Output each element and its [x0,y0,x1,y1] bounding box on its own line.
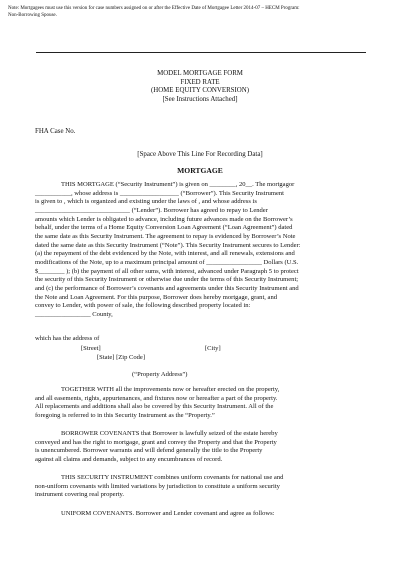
program-name: (HOME EQUITY CONVERSION) [150,87,250,95]
paragraph-together-with [35,386,368,421]
paragraph-line: behalf, under the terms of a Home Equity Conversion Loan Agreement (“Loan Agreement”) dated [35,224,293,232]
instructions-note: [See Instructions Attached] [162,95,238,103]
paragraph-line: and (c) the performance of Borrower’s covenants and agreements under this Security Instrument and [35,284,299,292]
rate-type: FIXED RATE [180,78,220,86]
street-placeholder: [Street] [81,345,101,352]
paragraph-borrower-covenants [35,430,368,465]
paragraph-line: BORROWER COVENANTS that Borrower is lawfully seized of the estate hereby [61,430,278,437]
recording-data-label: [Space Above This Line For Recording Data] [137,151,263,158]
paragraph-line: and all easements, rights, appurtenances, and fixtures now or hereafter a part of the property. [35,394,278,402]
paragraph-line: non-uniform covenants with limited variations by jurisdiction to constitute a uniform security [35,482,280,490]
paragraph-security-instrument [35,474,368,500]
paragraph-mortgage-terms [35,181,368,320]
paragraph-line: the Note and Loan Agreement. For this purpose, Borrower does hereby mortgage, grant, and [35,293,277,301]
paragraph-line: UNIFORM COVENANTS. Borrower and Lender covenant and agree as follows: [61,510,275,517]
paragraph-line: against all claims and demands, subject to any encumbrances of record. [35,455,223,463]
document-title: MORTGAGE [177,166,223,175]
paragraph-line: the same date as this Security Instrument. The agreement to repay is evidenced by Borrower’s Note [35,232,296,240]
property-address-label: (“Property Address”) [132,371,188,378]
mortgagee-note [8,5,388,19]
paragraph-line: $________ ); (b) the payment of all other sums, with interest, advanced under Paragraph 5 to protect [35,267,299,275]
paragraph-line: (a) the repayment of the debt evidenced by the Note, with interest, and all renewals, extensions and [35,250,295,258]
paragraph-line: dated the same date as this Security Instrument (“Note”). This Security Instrument secures to Lender: [35,241,301,249]
paragraph-line: modifications of the Note, up to a maximum principal amount of _________________ Dollars (U.S. [35,258,299,266]
paragraph-line: conveyed and has the right to mortgage, grant and convey the Property and that the Property [35,438,277,446]
address-intro: which has the address of [35,335,100,342]
note-line: Non-Borrowing Spouse. [8,13,57,18]
header-divider [36,52,366,53]
paragraph-line: is unencumbered. Borrower warrants and will defend generally the title to the Property [35,447,263,455]
form-header [0,70,400,104]
paragraph-line: ___________, whose address is __________________ (“Borrower”). This Security Instrument [35,189,284,197]
paragraph-line: THIS SECURITY INSTRUMENT combines uniform covenants for national use and [61,474,284,481]
paragraph-line: amounts which Lender is obligated to advance, including future advances made on the Borrower’s [35,215,293,223]
state-zip-placeholder: [State] [Zip Code] [97,354,145,361]
paragraph-line: foregoing is referred to in this Security Instrument as the “Property.” [35,411,215,419]
fha-case-number-label: FHA Case No. [35,128,76,135]
paragraph-line: _________________ County, [35,310,113,318]
paragraph-line: is given to , which is organized and existing under the laws of , and whose address is [35,198,257,206]
city-placeholder: [City] [205,345,221,352]
paragraph-uniform-covenants [35,510,368,519]
paragraph-line: All replacements and additions shall also be covered by this Security Instrument. All of the [35,403,274,411]
paragraph-line: instrument covering real property. [35,491,125,499]
paragraph-line: TOGETHER WITH all the improvements now or hereafter erected on the property, [61,386,280,393]
paragraph-line: _____________________________ (“Lender”). Borrower has agreed to repay to Lender [35,206,268,214]
paragraph-line: convey to Lender, with power of sale, the following described property located in: [35,302,251,310]
note-line: Note: Mortgagees must use this version for case numbers assigned on or after the Effective Date of Mortgagee Letter 2014-07 – HECM Program: [8,6,300,11]
paragraph-line: THIS MORTGAGE (“Security Instrument”) is given on ________, 20__. The mortgagor [61,181,295,188]
form-name: MODEL MORTGAGE FORM [157,70,243,77]
paragraph-line: the security of this Security Instrument or otherwise due under the terms of this Security Instrument; [35,276,299,284]
